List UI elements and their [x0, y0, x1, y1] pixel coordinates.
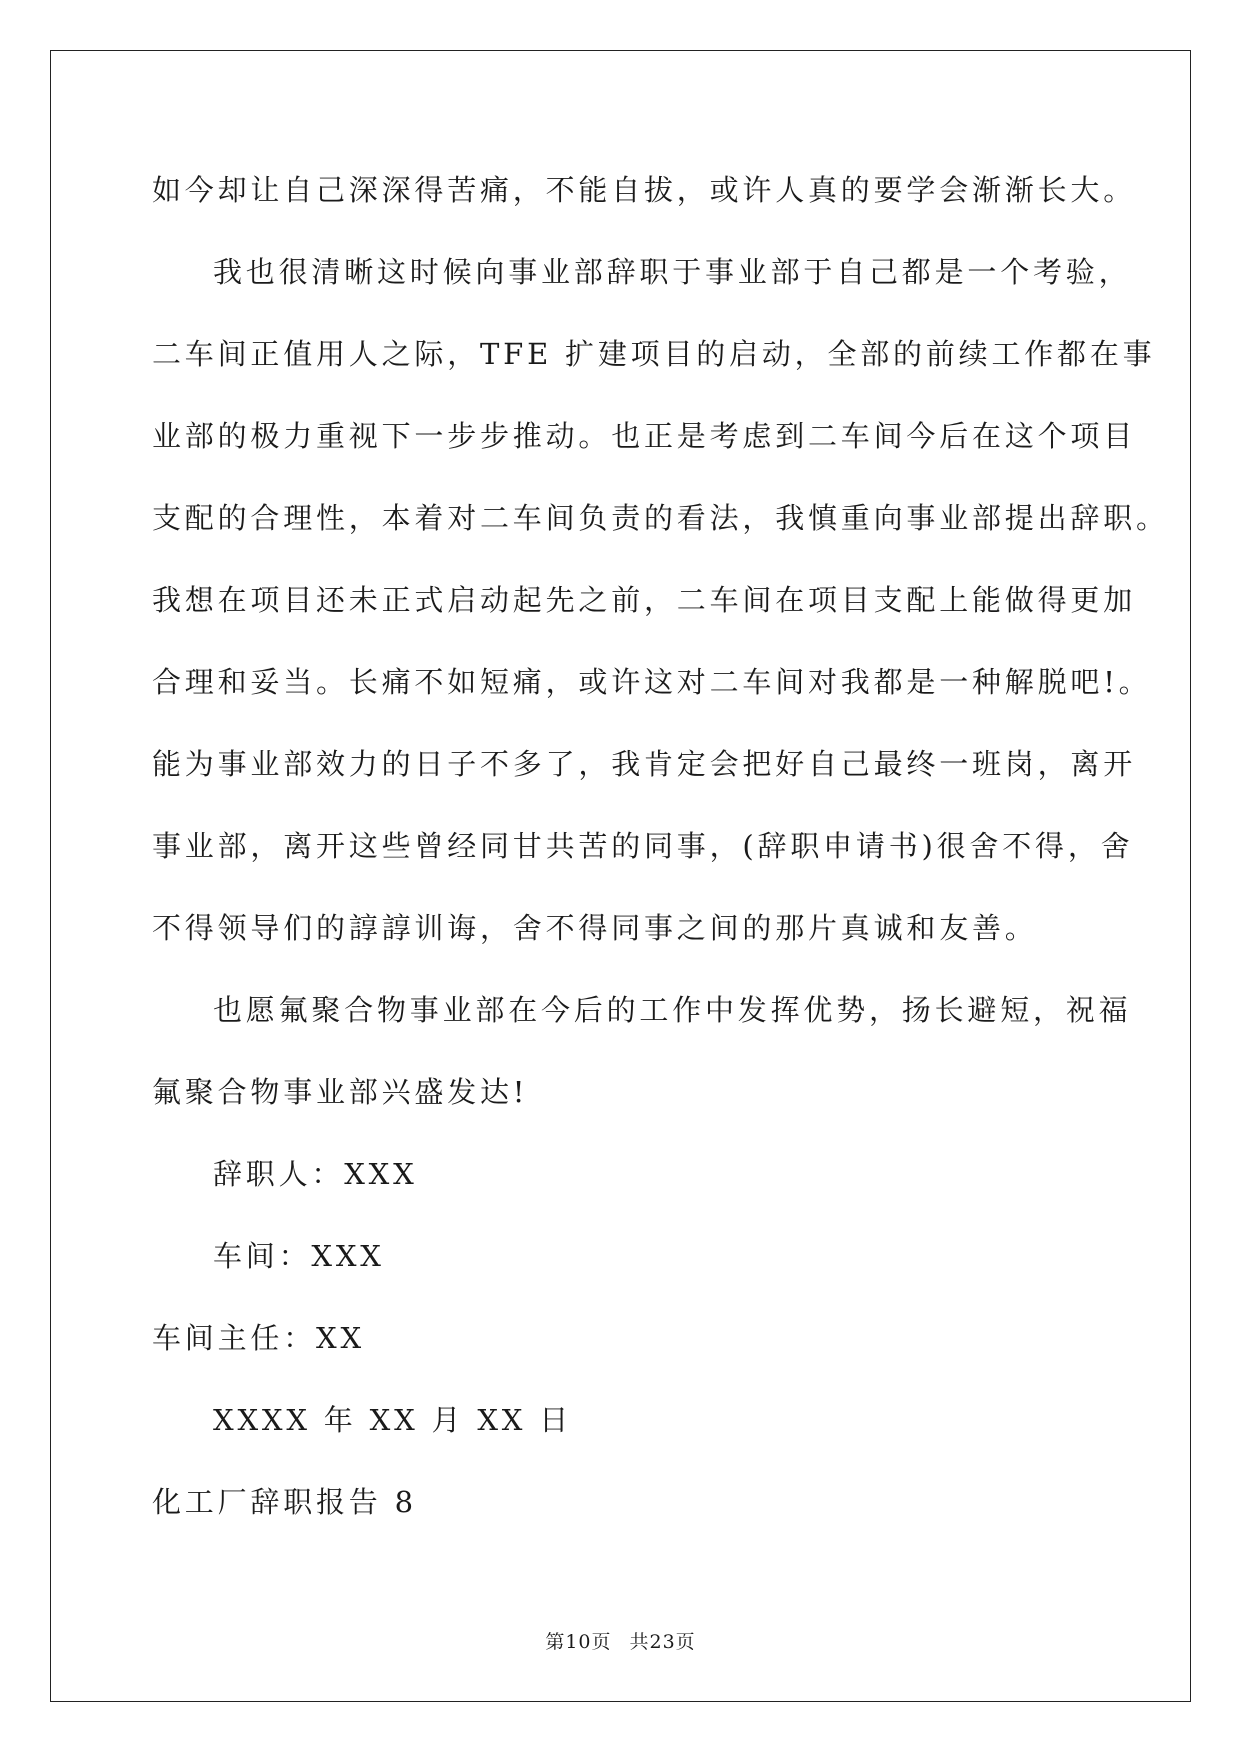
signatory-line: 辞职人：XXX [213, 1157, 418, 1191]
workshop-line: 车间：XXX [213, 1239, 385, 1273]
page-number: 第10页 [545, 1631, 612, 1653]
text-line-10: 不得领导们的諄諄训诲，舍不得同事之间的那片真诚和友善。 [152, 911, 1038, 945]
page-border [50, 50, 1191, 1702]
text-line-5: 支配的合理性，本着对二车间负责的看法，我慎重向事业部提出辞职。 [152, 501, 1169, 535]
section-heading: 化工厂辞职报告 8 [152, 1485, 417, 1519]
page-footer [0, 1630, 1241, 1654]
text-line-7: 合理和妥当。长痛不如短痛，或许这对二车间对我都是一种解脱吧!。 [152, 665, 1152, 699]
text-line-9: 事业部，离开这些曾经同甘共苦的同事，(辞职申请书)很舍不得，舍 [152, 829, 1134, 863]
text-line-3: 二车间正值用人之际，TFE 扩建项目的启动，全部的前续工作都在事 [152, 337, 1156, 371]
text-line-2: 我也很清晰这时候向事业部辞职于事业部于自己都是一个考验， [213, 255, 1132, 289]
text-line-12: 氟聚合物事业部兴盛发达! [152, 1075, 529, 1109]
text-line-11: 也愿氟聚合物事业部在今后的工作中发挥优势，扬长避短，祝福 [213, 993, 1132, 1027]
text-line-1: 如今却让自己深深得苦痛，不能自拔，或许人真的要学会渐渐长大。 [152, 173, 1137, 207]
workshop-director-line: 车间主任：XX [152, 1321, 365, 1355]
text-line-6: 我想在项目还未正式启动起先之前，二车间在项目支配上能做得更加 [152, 583, 1137, 617]
page-total: 共23页 [629, 1631, 696, 1653]
text-line-8: 能为事业部效力的日子不多了，我肯定会把好自己最终一班岗，离开 [152, 747, 1137, 781]
text-line-4: 业部的极力重视下一步步推动。也正是考虑到二车间今后在这个项目 [152, 419, 1137, 453]
date-line: XXXX 年 XX 月 XX 日 [213, 1403, 573, 1437]
